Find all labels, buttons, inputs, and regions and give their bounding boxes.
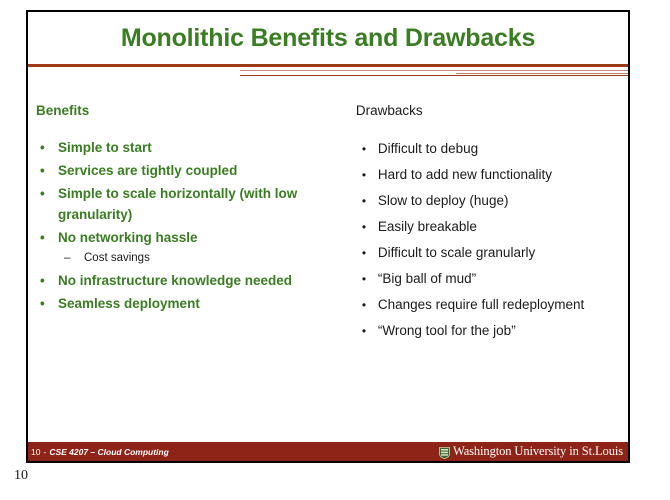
list-item-label: Changes require full redeployment xyxy=(377,297,585,312)
benefits-sublist xyxy=(58,249,340,268)
drawbacks-column xyxy=(346,102,628,345)
bullet-glyph: • xyxy=(361,194,367,208)
list-item xyxy=(356,137,622,161)
list-item xyxy=(356,163,622,187)
list-item-label: “Big ball of mud” xyxy=(377,271,477,286)
list-item xyxy=(356,189,622,213)
benefits-column xyxy=(28,102,346,316)
list-item xyxy=(356,267,622,291)
bullet-glyph: • xyxy=(361,168,367,182)
slide-body xyxy=(28,102,628,345)
sub-list-item-label: Cost savings xyxy=(84,252,150,264)
list-item xyxy=(356,215,622,239)
list-item xyxy=(36,160,340,181)
bullet-glyph: • xyxy=(40,230,45,245)
list-item xyxy=(356,241,622,265)
list-item-label: Hard to add new functionality xyxy=(377,167,552,182)
list-item xyxy=(36,137,340,158)
washu-shield-icon xyxy=(439,446,450,458)
footer-slide-number: 10 xyxy=(31,446,41,457)
title-divider-thick xyxy=(28,64,628,67)
list-item-label: “Wrong tool for the job” xyxy=(377,323,516,338)
slide-footer xyxy=(28,442,628,461)
list-item-label: Services are tightly coupled xyxy=(58,163,238,178)
bullet-glyph: • xyxy=(40,163,45,178)
university-branding xyxy=(439,444,626,459)
footer-separator: - xyxy=(43,446,47,457)
bullet-glyph: • xyxy=(40,273,45,288)
list-item-label: Difficult to debug xyxy=(377,141,479,156)
title-divider-thin-2 xyxy=(456,73,630,74)
list-item-label: Seamless deployment xyxy=(58,296,200,311)
bullet-glyph: • xyxy=(361,298,367,312)
benefits-heading: Benefits xyxy=(36,103,90,118)
list-item xyxy=(36,227,340,268)
dash-glyph: – xyxy=(64,252,71,264)
drawbacks-heading: Drawbacks xyxy=(355,103,423,118)
page-title: Monolithic Benefits and Drawbacks xyxy=(120,23,536,52)
list-item-label: No infrastructure knowledge needed xyxy=(58,273,293,288)
title-divider-thin-1 xyxy=(240,70,630,71)
list-item xyxy=(36,270,340,291)
list-item-label: Simple to start xyxy=(58,140,152,155)
list-item xyxy=(356,319,622,343)
list-item xyxy=(356,293,622,317)
bullet-glyph: • xyxy=(40,186,45,201)
list-item xyxy=(36,183,340,225)
bullet-glyph: • xyxy=(361,220,367,234)
list-item-label: Slow to deploy (huge) xyxy=(377,193,509,208)
slide-title-area xyxy=(28,12,628,64)
footer-course-info xyxy=(31,447,169,457)
bullet-glyph: • xyxy=(40,296,45,311)
slide-canvas xyxy=(26,10,630,463)
list-item-label: Easily breakable xyxy=(377,219,477,234)
bullet-glyph: • xyxy=(40,140,45,155)
bullet-glyph: • xyxy=(361,324,367,338)
university-wordmark: Washington University in St.Louis xyxy=(453,444,623,458)
page-number: 10 xyxy=(14,468,28,483)
title-divider-thin-3 xyxy=(240,75,630,76)
bullet-glyph: • xyxy=(361,142,367,156)
list-item-label: No networking hassle xyxy=(58,230,198,245)
list-item xyxy=(36,293,340,314)
sub-list-item xyxy=(58,249,340,268)
list-item-label: Difficult to scale granularly xyxy=(377,245,536,260)
benefits-list xyxy=(36,137,340,314)
list-item-label: Simple to scale horizontally (with low granularity) xyxy=(58,186,298,222)
footer-course-label: CSE 4207 – Cloud Computing xyxy=(49,446,169,457)
drawbacks-list xyxy=(356,137,622,343)
bullet-glyph: • xyxy=(361,246,367,260)
bullet-glyph: • xyxy=(361,272,367,286)
